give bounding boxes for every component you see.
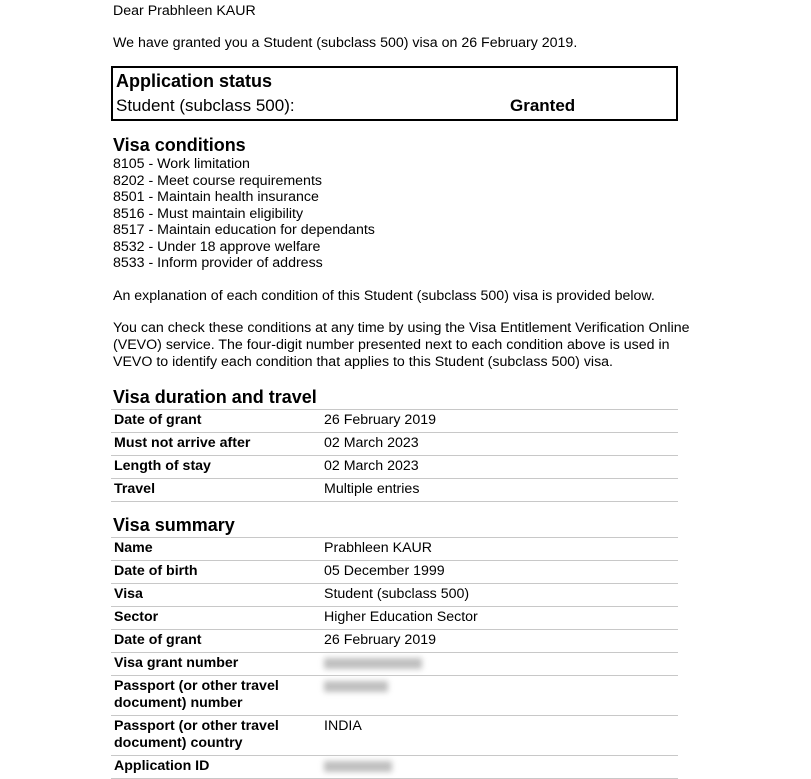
row-label: Sector: [111, 607, 321, 630]
table-row: [111, 433, 678, 456]
application-status-title: Application status: [116, 71, 273, 91]
row-label: Application ID: [111, 756, 321, 779]
condition-item: 8532 - Under 18 approve welfare: [113, 238, 321, 255]
visa-summary-table: [111, 537, 678, 779]
condition-item: 8517 - Maintain education for dependants: [113, 222, 375, 238]
table-row: [111, 479, 678, 502]
conditions-explanation: An explanation of each condition of this Student (subclass 500) visa is provided below.: [113, 288, 655, 304]
table-row: [111, 561, 678, 584]
row-label: Visa: [111, 584, 321, 607]
row-label: Date of grant: [111, 630, 321, 653]
row-label: [111, 716, 321, 756]
row-label: Must not arrive after: [111, 433, 321, 456]
vevo-paragraph: [113, 320, 690, 371]
condition-item: 8533 - Inform provider of address: [113, 255, 323, 271]
vevo-line: VEVO to identify each condition that applies to this Student (subclass 500) visa.: [113, 354, 613, 370]
row-value: Prabhleen KAUR: [321, 538, 678, 561]
row-value: Multiple entries: [321, 479, 678, 502]
row-label-line: Passport (or other travel: [114, 678, 279, 694]
condition-item: 8202 - Meet course requirements: [113, 172, 322, 189]
row-value: INDIA: [321, 716, 678, 756]
grant-intro: We have granted you a Student (subclass 500) visa on 26 February 2019.: [113, 35, 578, 51]
table-row: [111, 676, 678, 716]
application-status-box: [111, 66, 678, 121]
redacted-application-id: [324, 761, 392, 772]
row-label: Travel: [111, 479, 321, 502]
visa-conditions-list: [113, 156, 375, 272]
greeting: Dear Prabhleen KAUR: [113, 3, 256, 19]
table-row: [111, 716, 678, 756]
table-row: [111, 607, 678, 630]
row-label: Length of stay: [111, 456, 321, 479]
row-value: 26 February 2019: [321, 630, 678, 653]
row-label-line: document) number: [114, 695, 243, 711]
row-label: Name: [111, 538, 321, 561]
condition-item: 8105 - Work limitation: [113, 156, 250, 172]
table-row: [111, 538, 678, 561]
row-value: [321, 676, 678, 716]
table-row: [111, 630, 678, 653]
row-label-line: document) country: [114, 735, 243, 751]
row-label: [111, 676, 321, 716]
visa-conditions-heading: Visa conditions: [113, 135, 246, 155]
redacted-passport-number: [324, 681, 388, 692]
row-value: 26 February 2019: [321, 410, 678, 433]
row-value: 02 March 2023: [321, 433, 678, 456]
row-value: [321, 756, 678, 779]
visa-duration-heading: Visa duration and travel: [113, 387, 317, 407]
vevo-line: (VEVO) service. The four-digit number presented next to each condition above is used in: [113, 337, 670, 353]
vevo-line: You can check these conditions at any time by using the Visa Entitlement Verification Online: [113, 320, 690, 336]
table-row: [111, 584, 678, 607]
condition-item: 8516 - Must maintain eligibility: [113, 205, 304, 222]
row-value: Student (subclass 500): [321, 584, 678, 607]
row-value: 05 December 1999: [321, 561, 678, 584]
row-value: [321, 653, 678, 676]
application-status-value: Granted: [510, 96, 576, 115]
table-row: [111, 756, 678, 779]
table-row: [111, 456, 678, 479]
table-row: [111, 410, 678, 433]
visa-summary-heading: Visa summary: [113, 515, 235, 535]
condition-item: 8501 - Maintain health insurance: [113, 189, 319, 205]
visa-duration-table: [111, 409, 678, 502]
row-label: Visa grant number: [111, 653, 321, 676]
application-status-visa-type: Student (subclass 500):: [116, 96, 295, 115]
row-value: Higher Education Sector: [321, 607, 678, 630]
row-label-line: Passport (or other travel: [114, 718, 279, 734]
row-value: 02 March 2023: [321, 456, 678, 479]
table-row: [111, 653, 678, 676]
redacted-grant-number: [324, 658, 422, 669]
row-label: Date of grant: [111, 410, 321, 433]
row-label: Date of birth: [111, 561, 321, 584]
